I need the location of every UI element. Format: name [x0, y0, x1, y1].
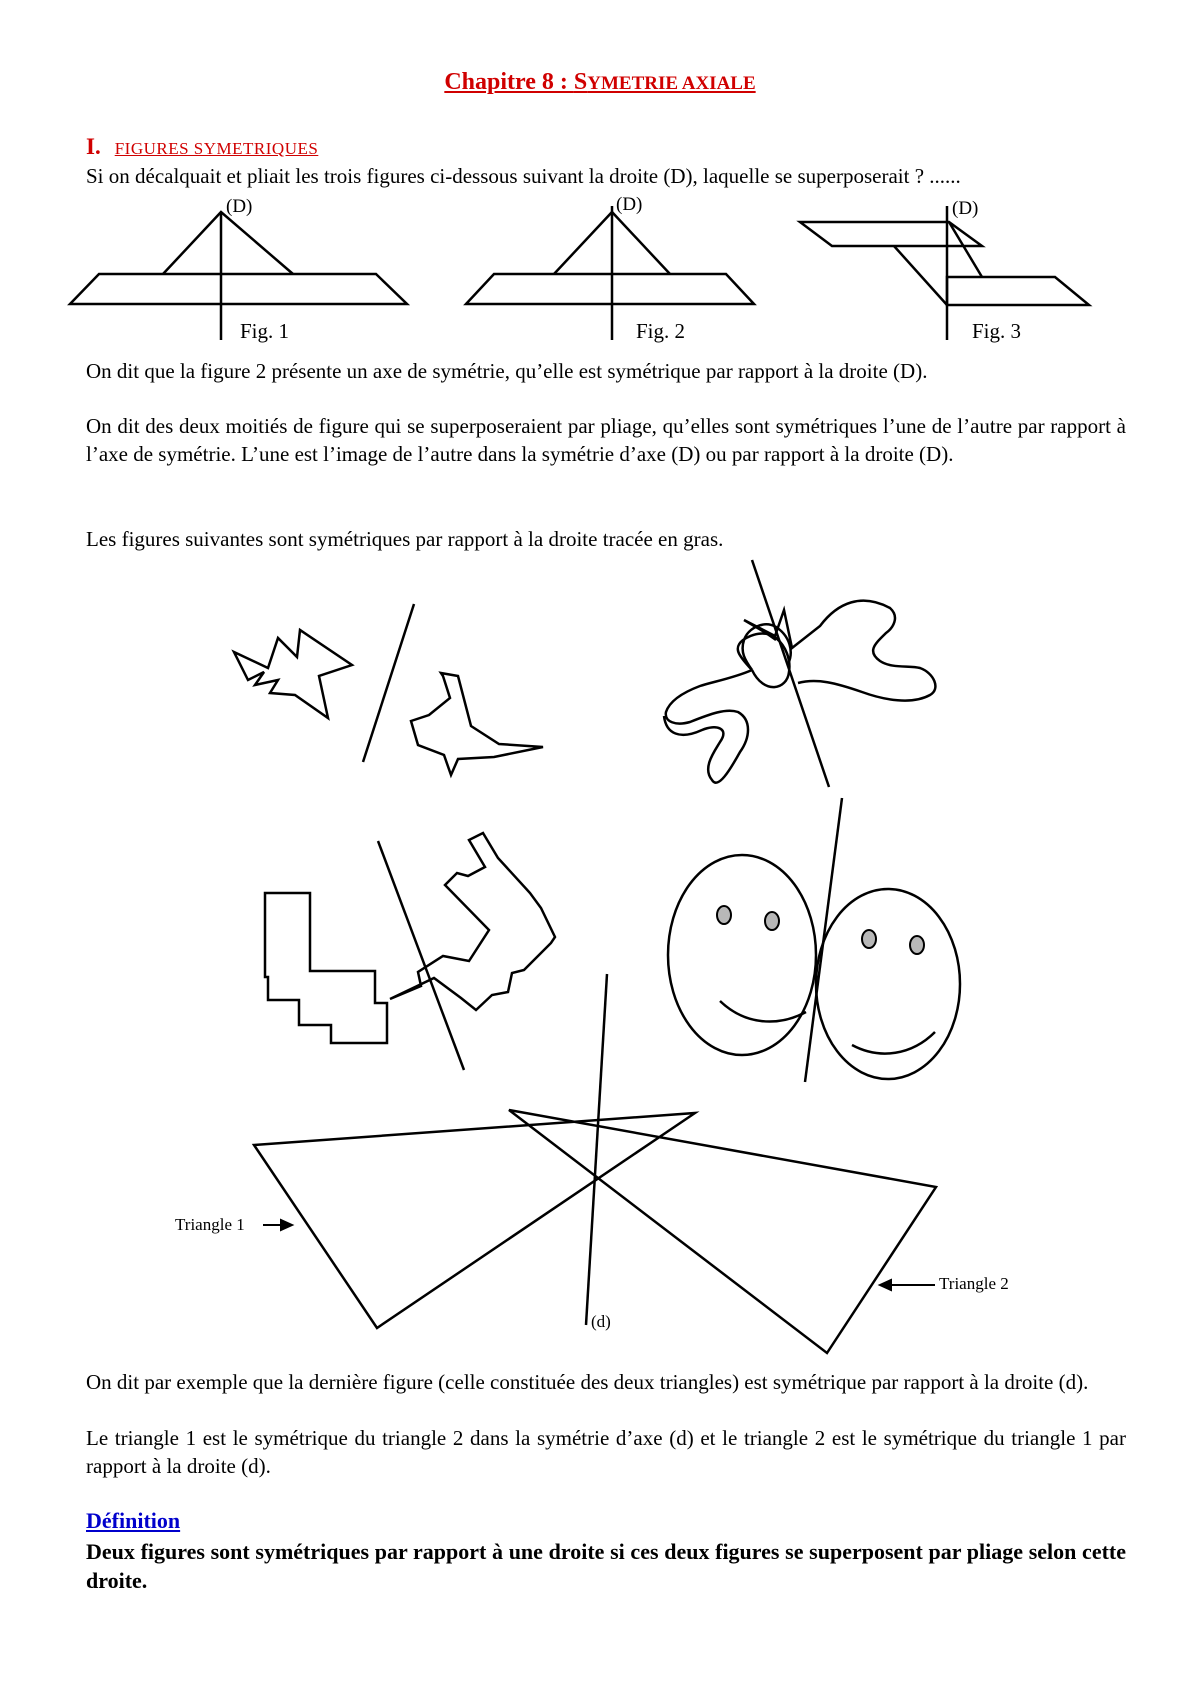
- staircase-pair: [265, 833, 555, 1070]
- triangle-2-label: Triangle 2: [939, 1274, 1009, 1293]
- triangle-1-arrow-head: [281, 1220, 292, 1230]
- section-number: I.: [86, 134, 101, 159]
- smiley-right-eye-1: [862, 930, 876, 948]
- triangle-1-label: Triangle 1: [175, 1215, 245, 1234]
- staircase-axis: [378, 841, 464, 1070]
- title-subject-rest: YMETRIE AXIALE: [587, 73, 756, 94]
- smiley-left-eye-2: [765, 912, 779, 930]
- staircase-shape-left: [265, 893, 387, 1043]
- blob-pair-axis: [752, 560, 829, 787]
- definition-text: Deux figures sont symétriques par rapport à une droite si ces deux figures se superposent par pliage selon cette droite.: [86, 1539, 1126, 1593]
- bird-pair: [234, 604, 543, 775]
- bird-shape-left: [234, 630, 352, 718]
- staircase-shape-right: [390, 833, 555, 1010]
- definition-title: Définition: [86, 1508, 181, 1533]
- fig2-caption: Fig. 2: [636, 319, 686, 343]
- paragraph-examples-intro: Les figures suivantes sont symétriques par rapport à la droite tracée en gras.: [86, 527, 724, 551]
- triangles-axis: [586, 974, 607, 1325]
- title-prefix: Chapitre 8 :: [444, 69, 574, 95]
- fig1-axis-label: (D): [226, 196, 253, 217]
- intro-question: Si on décalquait et pliait les trois figures ci-dessous suivant la droite (D), laquelle se superposerait ? ......: [86, 164, 961, 188]
- triangle-1: [254, 1113, 695, 1328]
- fig2-axis-label: (D): [616, 194, 643, 215]
- smiley-right-face: [816, 889, 960, 1079]
- fig3-caption: Fig. 3: [972, 319, 1022, 343]
- blob-left-arm: [664, 670, 752, 783]
- smiley-left-mouth: [720, 1001, 806, 1022]
- paragraph-axis-definition: On dit que la figure 2 présente un axe de symétrie, qu’elle est symétrique par rapport à la droite (D).: [86, 359, 928, 383]
- fig1-caption: Fig. 1: [240, 319, 290, 343]
- smiley-left-eye-1: [717, 906, 731, 924]
- bird-shape-right: [411, 673, 543, 775]
- paragraph-halves: On dit des deux moitiés de figure qui se superposeraient par pliage, qu’elles sont symétriques l’une de l’autre par rapport à l’axe de symétrie. L’une est l’image de l’autre dans la symétrie d’axe (D) ou par rapport à la droite (D).: [86, 414, 1126, 466]
- triangles-axis-label: (d): [591, 1312, 611, 1331]
- smiley-right-mouth: [852, 1032, 935, 1054]
- fig3-axis-label: (D): [952, 198, 979, 219]
- bird-pair-axis: [363, 604, 414, 762]
- blob-right-arm: [744, 601, 935, 701]
- paragraph-triangles-example: On dit par exemple que la dernière figure (celle constituée des deux triangles) est symétrique par rapport à la droite (d).: [86, 1370, 1089, 1394]
- triangle-2: [509, 1110, 936, 1353]
- blob-pair: [664, 560, 935, 787]
- triangles-pair: [254, 974, 936, 1353]
- section-name: FIGURES SYMETRIQUES: [114, 139, 319, 158]
- smiley-right-eye-2: [910, 936, 924, 954]
- title-subject-initial: S: [573, 69, 588, 95]
- smiley-left-face: [668, 855, 816, 1055]
- paragraph-triangles-relation: Le triangle 1 est le symétrique du triangle 2 dans la symétrie d’axe (d) et le triangle 2 est le symétrique du triangle 1 par rapport à la droite (d).: [86, 1426, 1126, 1478]
- triangle-2-arrow-head: [880, 1280, 891, 1290]
- smiley-axis: [805, 798, 842, 1082]
